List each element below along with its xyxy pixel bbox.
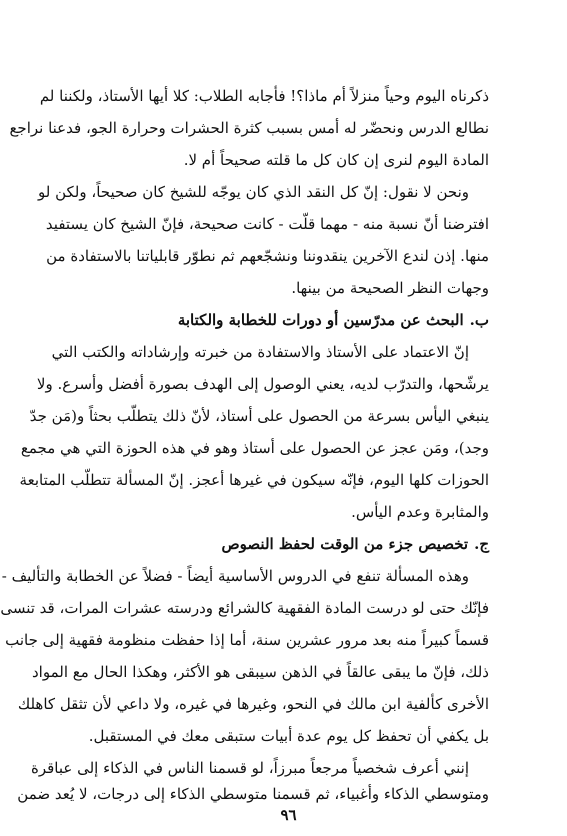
section-heading bbox=[88, 534, 489, 554]
text-line: والمثابرة وعدم اليأس. bbox=[351, 503, 489, 521]
text-line: الحوزات كلها اليوم، فإنّه سيكون في غيرها أعجز. إنّ المسألة تتطلّب المتابعة bbox=[19, 471, 489, 489]
text-line: وهذه المسألة تنفع في الدروس الأساسية أيضاً - فضلاً عن الخطابة والتأليف - bbox=[1, 567, 469, 585]
text-line: نطالع الدرس ونحضّر له أمس بسبب كثرة الحشرات وحرارة الجو، فدعنا نراجع bbox=[9, 119, 489, 137]
text-line: إنّ الاعتماد على الأستاذ والاستفادة من خبرته وإرشاداته والكتب التي bbox=[51, 343, 469, 361]
text-line: ذكرناه اليوم وحياً منزلاً أم ماذا؟! فأجابه الطلاب: كلا أيها الأستاذ، ولكننا لم bbox=[39, 87, 489, 105]
text-line: المادة اليوم لنرى إن كان كل ما قلته صحيحاً أم لا. bbox=[183, 151, 489, 169]
section-heading-marker: ب. bbox=[469, 311, 489, 329]
text-line: ونحن لا نقول: إنّ كل النقد الذي كان يوجّه للشيخ كان صحيحاً، ولكن لو bbox=[38, 183, 469, 201]
text-line: ينبغي اليأس بسرعة من الحصول على أستاذ، لأنّ ذلك يتطلّب بحثاً و(مَن جدّ bbox=[29, 407, 489, 425]
page-number: ٩٦ bbox=[280, 806, 297, 824]
text-line: افترضنا أنّ نسبة منه - مهما قلّت - كانت صحيحة، فإنّ الشيخ كان يستفيد bbox=[45, 215, 489, 233]
text-line: فإنّك حتى لو درست المادة الفقهية كالشرائع ودرسته عشرات المرات، قد تنسى bbox=[0, 599, 489, 617]
text-line: بل يكفي أن تحفظ كل يوم عدة أبيات ستبقى معك في المستقبل. bbox=[88, 727, 489, 745]
text-line: منها. إذن لندع الآخرين ينقدوننا ونشجّعهم ثم نطوّر قابلياتنا بالاستفادة من bbox=[46, 247, 489, 265]
section-heading-text: تخصيص جزء من الوقت لحفظ النصوص bbox=[221, 535, 469, 553]
section-heading-text: البحث عن مدرّسين أو دورات للخطابة والكتابة bbox=[177, 311, 464, 329]
text-line: وجد)، ومَن عجز عن الحصول على أستاذ وهو في هذه الحوزة التي هي مجمع bbox=[20, 439, 489, 457]
text-line: ذلك، فإنّ ما يبقى عالقاً في الذهن سيبقى هو الأكثر، وهكذا الحال مع المواد bbox=[31, 663, 489, 681]
section-heading bbox=[88, 310, 489, 330]
text-line: يرشّحها، والتدرّب لديه، يعني الوصول إلى الهدف بصورة أفضل وأسرع. ولا bbox=[36, 375, 489, 393]
text-line: الأخرى كألفية ابن مالك في النحو، وغيرها في غيره، ولا داعي لأن تثقل كاهلك bbox=[17, 695, 489, 713]
text-line: إنني أعرف شخصياً مرجعاً مبرزاً، لو قسمنا الناس في الذكاء إلى عباقرة bbox=[30, 759, 469, 777]
text-line: وجهات النظر الصحيحة من بينها. bbox=[291, 279, 489, 297]
text-line: قسماً كبيراً منه بعد مرور عشرين سنة، أما إذا حفظت منظومة فقهية إلى جانب bbox=[5, 631, 489, 649]
section-heading-marker: ج. bbox=[474, 535, 489, 553]
text-line: ومتوسطي الذكاء وأغبياء، ثم قسمنا متوسطي الذكاء إلى درجات، لا يُعد ضمن bbox=[17, 785, 489, 803]
